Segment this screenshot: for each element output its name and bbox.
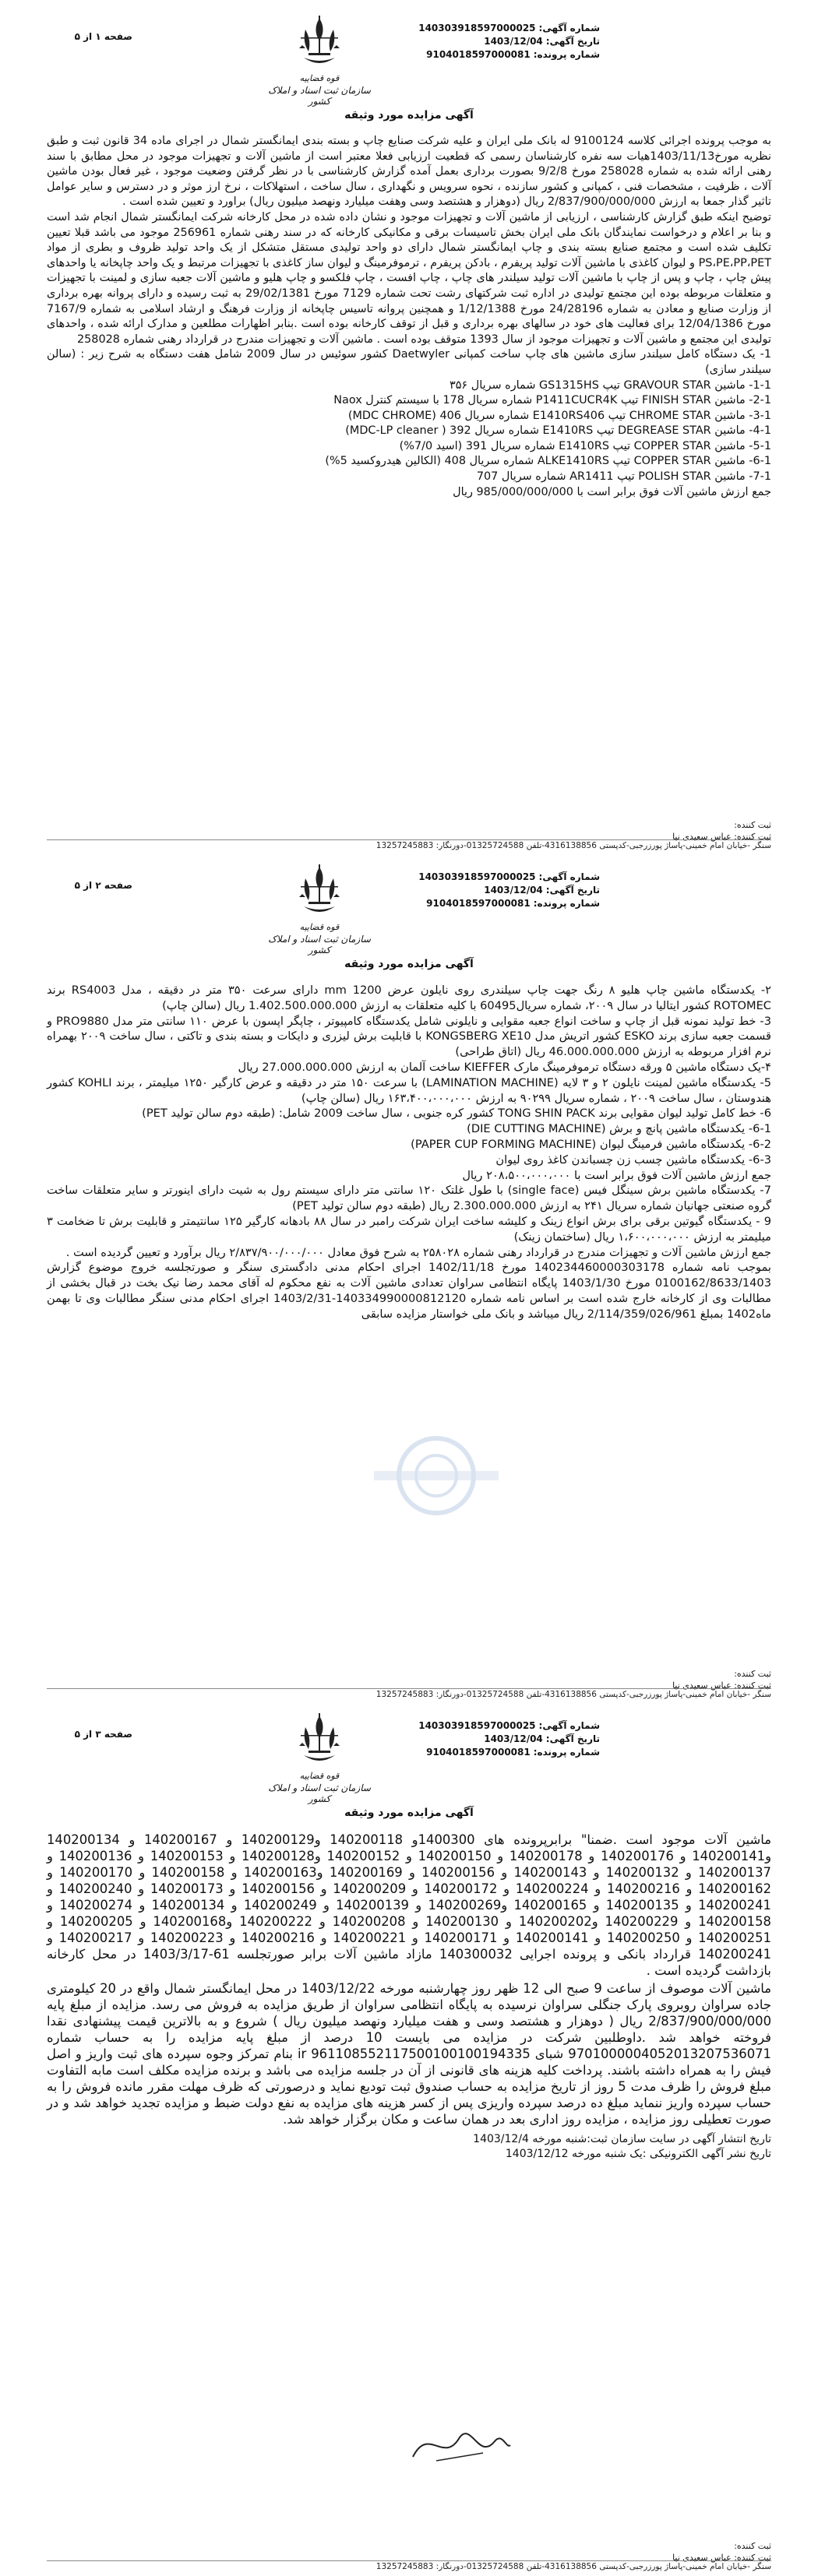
list-item: 6- خط کامل تولید لیوان مقوایی برند TONG SHIN PACK کشور کره جنوبی ، سال ساخت 2009 شامل: (طبقه دوم سالن تولید PET): [142, 1107, 771, 1121]
list-item: 7- یکدستگاه ماشین برش سینگل فیس (single face) با طول غلتک ۱۲۰ سانتی متر دارای سیستم رول به شیت دارای اینورتر و سایر متعلقات ساخت گروه صنعتی جهانیان شماره سریال ۲۴۱ به ارزش 2.300.000.000 ریال (طبقه دوم سالن تولید PET): [47, 1184, 771, 1213]
paragraph: به موجب پرونده اجرائی کلاسه 9100124 له بانک ملی ایران و علیه شرکت صنایع چاپ و بسته بندی ایمانگستر شمال در اجرای ماده 34 قانون ثبت و طبق نظریه مورخ1403/11/13هیات سه نفره کارشناسان رسمی که قطعیت ارزیابی فعلا معتبر است از ماشین آلات و تجهیزات موجود در محل مطابق با سند رهنی ارائه شده به شماره 258028 مورخ 9/2/8 بصورت برداری بعمل آمده گزارش کارشناسی با در نظر گرفتن وضعیت موجود ، غیر فعال بودن ماشین آلات ، ظرفیت ، مشخصات فنی ، کمپانی و کشور سازنده ، نحوه سرویس و نگهداری ، سال ساخت ، استهلاکات ، نرخ ارز موثر و در دسترس و سایر عوامل تاثیر گذار جمعا به ارزش 2/837/900/000/000 ریال (دوهزار و هشتصد وسی وهفت میلیارد ونهصد میلیون ریال) براورد و تعیین شده است .: [47, 135, 772, 209]
file-number: 9104018597000081: [426, 898, 531, 909]
office-address-footer: سنگر -خیابان امام خمینی-پاساژ پورزرجبی-کدپستی 4316138856-تلفن 01325724588-دورنگار: 13257245883: [376, 1690, 771, 1699]
paragraph: توضیح اینکه طبق گزارش کارشناسی ، ارزیابی از ماشین آلات و تجهیزات موجود و نشان داده شده در محل کارخانه شرکت ایمانگستر شمال انجام شد است و بنا بر اعلام و درخواست نمایندگان بانک ملی ایران بخش تاسیسات برقی و مکانیکی کارخانه که در سند رهنی شماره 256961 موجود می باشد قبلا تعیین تکلیف شده است و مجتمع صنایع بسته بندی و چاپ ایمانگستر شمال دارای دو واحد تولیدی مستقل متشکل از یک واحد تولید ظروف و بطری از مواد PS،PE،PP،PET و لیوان کاغذی با ماشین آلات تولید پریفرم ، بادکن پریفرم ، ترموفرمینگ و لیوان ساز کاغذی با تجهیزات مرتبط و یک واحد چاپخانه یا واحدهای پیش چاپ ، چاپ و پس از چاپ با ماشین آلات تولید سیلندر های چاپ ، چاپ افست ، چاپ فلکسو و چاپ هلیو و ماشین آلات جعبه سازی و لمینت با تجهیزات و متعلقات مربوطه بوده این مجتمع تولیدی در اداره ثبت شرکتهای رشت تحت شماره 7129 مورخ 29/02/1381 به ثبت رسیده و دارای پروانه بهره برداری از وزارت صنایع و معادن به شماره 24/28196 مورخ 1/12/1388 و همچنین پروانه تاسیس چاپخانه از وزارت فرهنگ و ارشاد اسلامی به شماره 7167/9 مورخ 12/04/1386 برای فعالیت های خود در سالهای بهره برداری و قبل از توقف کارخانه بوده است .بنابر اظهارات مطلعین و مدارک ارائه شده ، واحدهای تولیدی این مجتمع و ماشین آلات و تجهیزات موجود از سال 1393 متوقف بوده است . ماشین آلات و تجهیزات مندرج در قرارداد رهنی شماره 258028: [47, 210, 772, 346]
emblem-caption: قوه قضاییه: [299, 73, 340, 83]
verifier-label: ثبت کننده:: [734, 1669, 771, 1679]
list-item: 6-1- ماشین COPPER STAR تیپ ALKE1410RS شماره سریال 408 (الکالین هیدروکسید 5%): [325, 455, 771, 468]
notice-body: [47, 983, 771, 1322]
notice-page-1: [0, 0, 818, 849]
footer-divider: [47, 839, 771, 840]
emblem-caption: قوه قضاییه: [299, 1771, 340, 1781]
footer-divider: [47, 2560, 771, 2561]
list-item: 6-3- یکدستگاه ماشین چسب زن چسباندن کاغذ روی لیوان: [495, 1153, 771, 1167]
registrar-label: ثبت کننده: عباس سعیدی نیا: [672, 1680, 771, 1691]
notice-meta: [343, 1719, 600, 1759]
notice-number-label: شماره آگهی:: [538, 871, 600, 882]
list-item: 5-1- ماشین COPPER STAR تیپ E1410RS شماره سریال 391 (اسید 7/0%): [399, 439, 771, 452]
list-item: ۴-یک دستگاه ماشین ۵ ورقه دستگاه ترموفرمینگ مارک KIEFFER ساخت آلمان به ارزش 27.000.000.000 ریال: [238, 1060, 771, 1074]
notice-body: [47, 1832, 771, 2162]
footer-divider: [47, 1688, 771, 1689]
notice-date: 1403/12/04: [484, 36, 543, 47]
emblem-icon: [298, 863, 341, 920]
paragraph: ماشین آلات موصوف از ساعت 9 صبح الی 12 ظهر روز چهارشنبه مورخه 1403/12/22 در محل ایمانگستر شمال واقع در 20 کیلومتری جاده سراوان روبروی پارک جنگلی سراوان نرسیده به پایگاه انتظامی سراوان از طریق مزایده به فروش می رسد. مزایده از مبلغ پایه 2/837/900/000/000 ریال ( دوهزار و هشتصد وسی و هفت میلیارد ونهصد میلیون ریال ) شروع و به بالاترین قیمت پیشنهادی نقدا فروخته خواهد شد .داوطلبین شرکت در مزایده می بایست 10 درصد از مبلغ پایه مزایده را به حساب شماره 9701000004052013207536071 شبای ir 961108552117500100100194335 بنام تمرکز وجوه سپرده های ثبت واریز و اصل فیش را به همراه داشته باشند. پرداخت کلیه هزینه های قانونی از آن در جلسه مزایده می باشد و برنده مزایده مکلف است مابه التفاوت مبلغ فروش را ظرف مدت 5 روز از تاریخ مزایده به حساب صندوق ثبت تودیع نماید و درصورتی که ظرف مهلت مقرر مانده فروش را به حساب سپرده واریز ننماید مبلغ ده درصد سپرده واریزی پس از کسر هزینه های مزایده به نفع دولت ضبط و مزایده تجدید خواهد شد و در صورت تعطیلی روز مزایده ، مزایده روز اداری بعد در همان ساعت و مکان برگزار خواهد شد.: [47, 1981, 771, 2127]
office-address-footer: سنگر -خیابان امام خمینی-پاساژ پورزرجبی-کدپستی 4316138856-تلفن 01325724588-دورنگار: 13257245883: [376, 2562, 771, 2571]
organization-name: سازمان ثبت اسناد و املاک کشور: [268, 85, 371, 107]
list-item: 3-1- ماشین CHROME STAR تیپ E1410RS406 شماره سریال 406 (MDC CHROME): [347, 409, 771, 422]
notice-title: آگهی مزایده مورد وثیقه: [344, 1807, 474, 1819]
emblem-icon: [298, 1712, 341, 1769]
list-item: 7-1- ماشین POLISH STAR تیپ AR1411 شماره سریال 707: [476, 470, 771, 484]
organization-name: سازمان ثبت اسناد و املاک کشور: [268, 1782, 371, 1804]
notice-number: 140303918597000025: [418, 23, 536, 33]
watermark-logo-icon: [343, 1429, 530, 1522]
list-item: 6-1- یکدستگاه ماشین پانچ و برش (DIE CUTTING MACHINE): [467, 1122, 771, 1136]
emblem-caption: قوه قضاییه: [299, 922, 340, 932]
registrar-label: ثبت کننده: عباس سعیدی نیا: [672, 832, 771, 842]
list-item: 5- یکدستگاه ماشین لمینت نایلون ۲ و ۳ لایه (LAMINATION MACHINE) با سرعت ۱۵۰ متر در دقیقه و عرض کارگیر ۱۲۵۰ میلیمتر ، برند KOHLI کشور هندوستان ، سال ساخت ۲۰۰۹ ، شماره سریال ۹۰۲۹۹ به ارزش ۱۶۳،۴۰۰،۰۰۰،۰۰۰ ریال (سالن چاپ): [47, 1075, 772, 1105]
list-item: جمع ارزش ماشین آلات فوق برابر است با ۲۰۸،۵۰۰،۰۰۰،۰۰۰ ریال: [462, 1168, 771, 1182]
file-number: 9104018597000081: [426, 49, 531, 60]
list-item: جمع ارزش ماشین آلات فوق برابر است با 985/000/000/000 ریال: [453, 485, 771, 498]
electronic-publication-date: تاریخ نشر آگهی الکترونیکی :یک شنبه مورخه 1403/12/12: [505, 2148, 771, 2160]
list-item: ۲- یکدستگاه ماشین چاپ هلیو ۸ رنگ جهت چاپ سیلندری روی نایلون عرض 1200 mm دارای سرعت ۳۵۰ متر در دقیقه ، مدل RS4003 برند ROTOMEC کشور ایتالیا در سال ۲۰۰۹، شماره سریال60495 با کلیه متعلقات به ارزش 1.402.500.000.000 ریال (سالن چاپ): [47, 984, 771, 1012]
file-number: 9104018597000081: [426, 1747, 531, 1758]
file-number-label: شماره پرونده:: [533, 49, 600, 60]
list-item: 2-1- ماشین FINISH STAR تیپ P1411CUCR4K شماره سریال 178 با سیستم کنترل Naox: [333, 394, 771, 407]
office-address-footer: سنگر -خیابان امام خمینی-پاساژ پورزرجبی-کدپستی 4316138856-تلفن 01325724588-دورنگار: 13257245883: [376, 841, 771, 850]
notice-number: 140303918597000025: [418, 1720, 536, 1731]
file-number-label: شماره پرونده:: [533, 898, 600, 909]
file-number-label: شماره پرونده:: [533, 1747, 600, 1758]
notice-date: 1403/12/04: [484, 885, 543, 896]
list-item: 9 - یکدستگاه گیوتین برقی برای برش انواع زینک و کلیشه ساخت ایران شرکت رامبر در سال ۸۸ بادهانه کارگیر ۱۲۵ سانتیمتر و قابلیت برش تا ضخامت ۳ میلیمتر به ارزش ۱،۶۰۰،۰۰۰،۰۰۰ ریال (ساختمان زینک): [47, 1214, 771, 1244]
list-item: 1-1- ماشین GRAVOUR STAR تیپ GS1315HS شماره سریال ۳۵۶: [449, 378, 771, 392]
publication-dates: [47, 2132, 771, 2162]
list-item: جمع ارزش ماشین آلات و تجهیزات مندرج در قرارداد رهنی شماره ۲۵۸۰۲۸ به شرح فوق معادل ۲/۸۳۷/۹۰۰/۰۰۰/۰۰۰ ریال برآورد و تعیین گردیده است .: [65, 1245, 771, 1259]
notice-number: 140303918597000025: [418, 871, 536, 882]
notice-number-label: شماره آگهی:: [538, 23, 600, 33]
page-number: صفحه ۱ از ۵: [74, 31, 132, 42]
signature-icon: [405, 2418, 514, 2472]
list-item: 4-1- ماشین DEGREASE STAR تیپ E1410RS شماره سریال 392 ( MDC-LP cleaner): [345, 424, 771, 438]
verifier-label: ثبت کننده:: [734, 2541, 771, 2551]
notice-number-label: شماره آگهی:: [538, 1720, 600, 1731]
notice-meta: [343, 22, 600, 62]
notice-date-label: تاریخ آگهی:: [545, 885, 600, 896]
verifier-label: ثبت کننده:: [734, 820, 771, 830]
list-item: 3- خط تولید نمونه قبل از چاپ و ساخت انواع جعبه مقوایی و نایلونی شامل یکدستگاه کامپیوتر ، چاپگر اپسون با عرض ۱۱۰ سانتی متر مدل PRO9880 و قسمت جعبه سازی برند ESKO کشور اتریش مدل KONGSBERG XE10 با قابلیت برش لیزری و دایکات و بسته بندی و تاکتی ، سال ساخت ۲۰۰۹ بهمراه نرم افزار مربوطه به ارزش 46.000.000.000 ریال (اتاق طراحی): [47, 1014, 772, 1059]
organization-name: سازمان ثبت اسناد و املاک کشور: [268, 934, 371, 955]
notice-title: آگهی مزایده مورد وثیقه: [344, 958, 474, 970]
list-item: بموجب نامه شماره 140234460000303178 مورخ 1402/11/18 اجرای احکام مدنی دادگستری سنگر و صورتجلسه خروج موضوع گزارش 0100162/8633/1403 مورخ 1403/1/30 پایگاه انتظامی سراوان تعدادی ماشین آلات به نفع محکوم له آقای محمد رضا نیک بخت در قبال بخشی از مطالبات وی از کارخانه خارج شده است بر اساس نامه شماره 140334990000812120-1403/2/31 اجرای احکام مدنی سنگر مطالبات وی تا بهمن ماه1402 بمبلغ 2/114/359/026/961 ریال میباشد و بانک ملی خواستار مزایده سابقی: [47, 1261, 771, 1321]
site-publication-date: تاریخ انتشار آگهی در سایت سازمان ثبت:شنبه مورخه 1403/12/4: [473, 2133, 771, 2145]
notice-date: 1403/12/04: [484, 1733, 543, 1744]
notice-meta: [343, 871, 600, 910]
list-item: 6-2- یکدستگاه ماشین فرمینگ لیوان (PAPER CUP FORMING MACHINE): [411, 1137, 771, 1151]
notice-body: [47, 134, 771, 500]
paragraph: ماشین آلات موجود است .ضمنا" برابرپرونده های 1400300و 140200118 و140200129 و 140200167 و 140200134 و140200141 و 140200176 و 140200178 و 140200150 و 140200152 و140200128 و 140200153 و 140200136 و 140200137 و 140200132 و 140200143 و 140200156 و 140200169 و140200163 و 140200158 و 140200170 و 140200162 و 140200216 و 140200224 و 140200172 و 140200209 و 140200156 و 140200173 و 140200240 و 140200241 و 140200135 و 140200165 و140200269 و 140200139 و 140200249 و 140200134 و 140200274 و 140200158 و 140200229 و140200202 و 140200130 و 140200208 و 140200222 و140200168 و 140200205 و 140200251 و 140200250 و 140200141 و 140200171 و 140200221 و 140200216 و 140200223 و 140200217 و 140200241 قرارداد بانکی و پرونده اجرایی 140300032 مازاد ماشین آلات برابر صورتجلسه 61-1403/3/17 در محل کارخانه بازداشت گردیده است .: [47, 1832, 772, 1978]
notice-page-2: [0, 849, 818, 1698]
page-number: صفحه ۲ از ۵: [74, 880, 132, 891]
notice-page-3: [0, 1698, 818, 2576]
emblem-icon: [298, 14, 341, 72]
list-item: 1- یک دستگاه کامل سیلندر سازی ماشین های چاپ ساخت کمپانی Daetwyler کشور سوئیس در سال 2009 شامل هفت دستگاه به شرح زیر : (سالن سیلندر سازی): [47, 348, 771, 376]
page-number: صفحه ۳ از ۵: [74, 1729, 132, 1740]
notice-date-label: تاریخ آگهی:: [545, 36, 600, 47]
notice-date-label: تاریخ آگهی:: [545, 1733, 600, 1744]
registrar-label: ثبت کننده: عباس سعیدی نیا: [672, 2553, 771, 2563]
notice-title: آگهی مزایده مورد وثیقه: [344, 109, 474, 121]
